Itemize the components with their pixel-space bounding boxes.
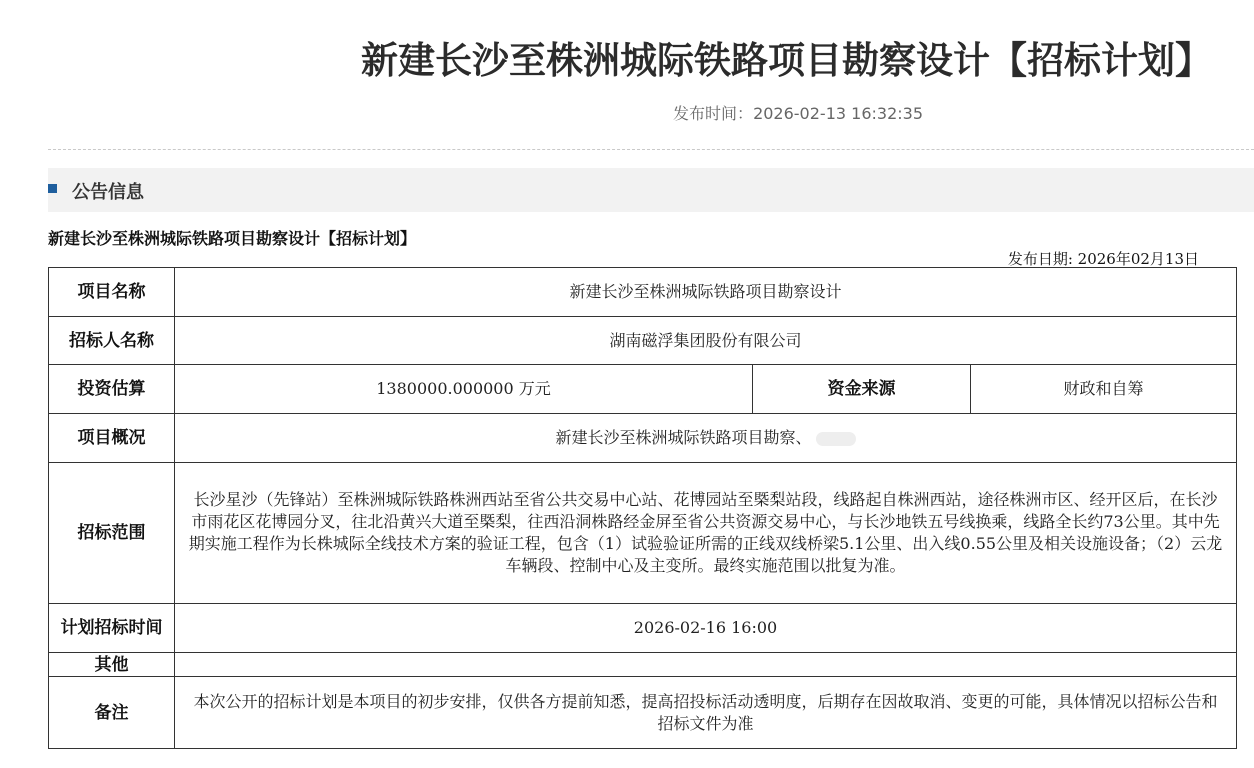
table-row (49, 365, 1237, 414)
publish-time-label: 发布时间： (673, 104, 754, 123)
square-bullet-icon (48, 184, 57, 193)
table-row (49, 268, 1237, 317)
publish-time-value: 2026-02-13 16:32:35 (753, 104, 923, 123)
remarks-value: 本次公开的招标计划是本项目的初步安排，仅供各方提前知悉，提高招投标活动透明度，后期存在因故取消、变更的可能，具体情况以招标公告和招标文件为准 (175, 677, 1237, 749)
project-name-label: 项目名称 (49, 268, 175, 317)
scope-label: 招标范围 (49, 463, 175, 604)
overview-value: 新建长沙至株洲城际铁路项目勘察、 (555, 428, 812, 447)
table-row (49, 317, 1237, 365)
other-label: 其他 (49, 653, 175, 677)
planned-time-value: 2026-02-16 16:00 (175, 604, 1237, 653)
tenderer-label: 招标人名称 (49, 317, 175, 365)
fund-source-label: 资金来源 (753, 365, 971, 414)
section-title: 公告信息 (72, 182, 144, 203)
scope-value: 长沙星沙（先锋站）至株洲城际铁路株洲西站至省公共交易中心站、花博园站至槩梨站段，线路起自株洲西站，途径株洲市区、经开区后，在长沙市雨花区花博园分叉，往北沿黄兴大道至槩梨，往西沿洞株路经金屏至省公共资源交易中心，与长沙地铁五号线换乘，线路全长约73公里。其中先期实施工程作为长株城际全线技术方案的验证工程，包含（1）试验验证所需的正线双线桥梁5.1公里、出入线0.55公里及相关设施设备；（2）云龙车辆段、控制中心及主变所。最终实施范围以批复为准。 (175, 463, 1237, 604)
notice-title: 新建长沙至株洲城际铁路项目勘察设计【招标计划】 (48, 229, 417, 248)
investment-label: 投资估算 (49, 365, 175, 414)
table-row (49, 653, 1237, 677)
table-row (49, 463, 1237, 604)
other-value (175, 653, 1237, 677)
table-row (49, 604, 1237, 653)
planned-time-label: 计划招标时间 (49, 604, 175, 653)
remarks-label: 备注 (49, 677, 175, 749)
notice-publish-date: 发布日期: 2026年02月13日 (1007, 250, 1199, 268)
tenderer-value: 湖南磁浮集团股份有限公司 (175, 317, 1237, 365)
publish-time (0, 101, 923, 124)
project-name-value: 新建长沙至株洲城际铁路项目勘察设计 (175, 268, 1237, 317)
overview-label: 项目概况 (49, 414, 175, 463)
section-header (48, 168, 1254, 212)
table-row (49, 677, 1237, 749)
table-row (49, 414, 1237, 463)
redaction-mark (816, 432, 856, 446)
tender-info-table (48, 267, 1237, 749)
overview-cell (175, 414, 1237, 463)
fund-source-value: 财政和自筹 (971, 365, 1237, 414)
page-title: 新建长沙至株洲城际铁路项目勘察设计【招标计划】 (361, 39, 1212, 82)
investment-value: 1380000.000000 万元 (175, 365, 753, 414)
divider (48, 149, 1254, 150)
